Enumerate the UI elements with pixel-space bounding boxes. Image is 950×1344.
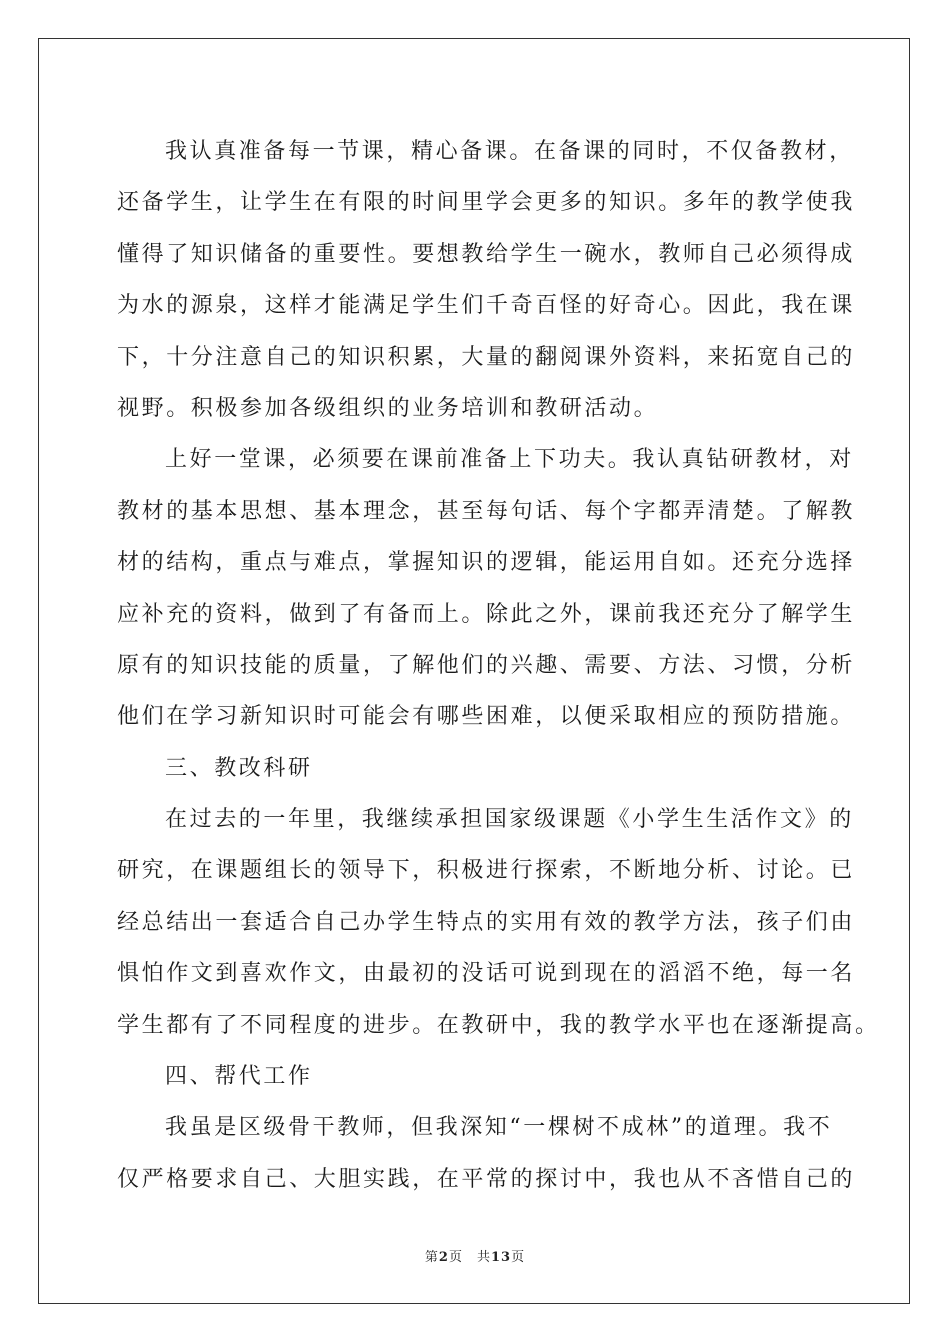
text-line: 在过去的一年里，我继续承担国家级课题《小学生生活作文》的 xyxy=(165,807,854,833)
section-heading: 三、教改科研 xyxy=(165,755,313,781)
section-heading: 四、帮代工作 xyxy=(165,1064,313,1090)
page-label-suffix: 页 xyxy=(448,1250,463,1265)
text-line: 上好一堂课，必须要在课前准备上下功夫。我认真钻研教材，对 xyxy=(165,447,854,473)
text-line: 我虽是区级骨干教师，但我深知“一棵树不成林”的道理。我不 xyxy=(165,1115,833,1141)
text-line: 为水的源泉，这样才能满足学生们千奇百怪的好奇心。因此，我在课 xyxy=(117,293,856,319)
page-label-prefix: 第 xyxy=(424,1250,439,1265)
text-line: 他们在学习新知识时可能会有哪些困难，以便采取相应的预防措施。 xyxy=(117,704,856,730)
text-line: 原有的知识技能的质量，了解他们的兴趣、需要、方法、习惯，分析 xyxy=(117,652,856,678)
page-footer xyxy=(0,1246,950,1265)
text-line: 懂得了知识储备的重要性。要想教给学生一碗水，教师自己必须得成 xyxy=(117,241,856,267)
text-line: 研究，在课题组长的领导下，积极进行探索，不断地分析、讨论。已 xyxy=(117,858,856,884)
total-pages: 13 xyxy=(490,1250,512,1265)
total-label-suffix: 页 xyxy=(511,1250,526,1265)
text-line: 应补充的资料，做到了有备而上。除此之外，课前我还充分了解学生 xyxy=(117,601,856,627)
total-label-prefix: 共 xyxy=(476,1250,491,1265)
text-line: 经总结出一套适合自己办学生特点的实用有效的教学方法，孩子们由 xyxy=(117,909,856,935)
document-body xyxy=(117,126,880,1205)
text-line: 惧怕作文到喜欢作文，由最初的没话可说到现在的滔滔不绝，每一名 xyxy=(117,961,856,987)
text-line: 仅严格要求自己、大胆实践，在平常的探讨中，我也从不吝惜自己的 xyxy=(117,1166,856,1192)
page-number: 2 xyxy=(438,1250,449,1265)
text-line: 教材的基本思想、基本理念，甚至每句话、每个字都弄清楚。了解教 xyxy=(117,498,856,524)
text-line: 下，十分注意自己的知识积累，大量的翻阅课外资料，来拓宽自己的 xyxy=(117,344,856,370)
text-line: 学生都有了不同程度的进步。在教研中，我的教学水平也在逐渐提高。 xyxy=(117,1012,880,1038)
text-line: 材的结构，重点与难点，掌握知识的逻辑，能运用自如。还充分选择 xyxy=(117,550,856,576)
text-line: 视野。积极参加各级组织的业务培训和教研活动。 xyxy=(117,395,659,421)
text-line: 我认真准备每一节课，精心备课。在备课的同时，不仅备教材， xyxy=(165,139,854,164)
text-line: 还备学生，让学生在有限的时间里学会更多的知识。多年的教学使我 xyxy=(117,190,856,216)
